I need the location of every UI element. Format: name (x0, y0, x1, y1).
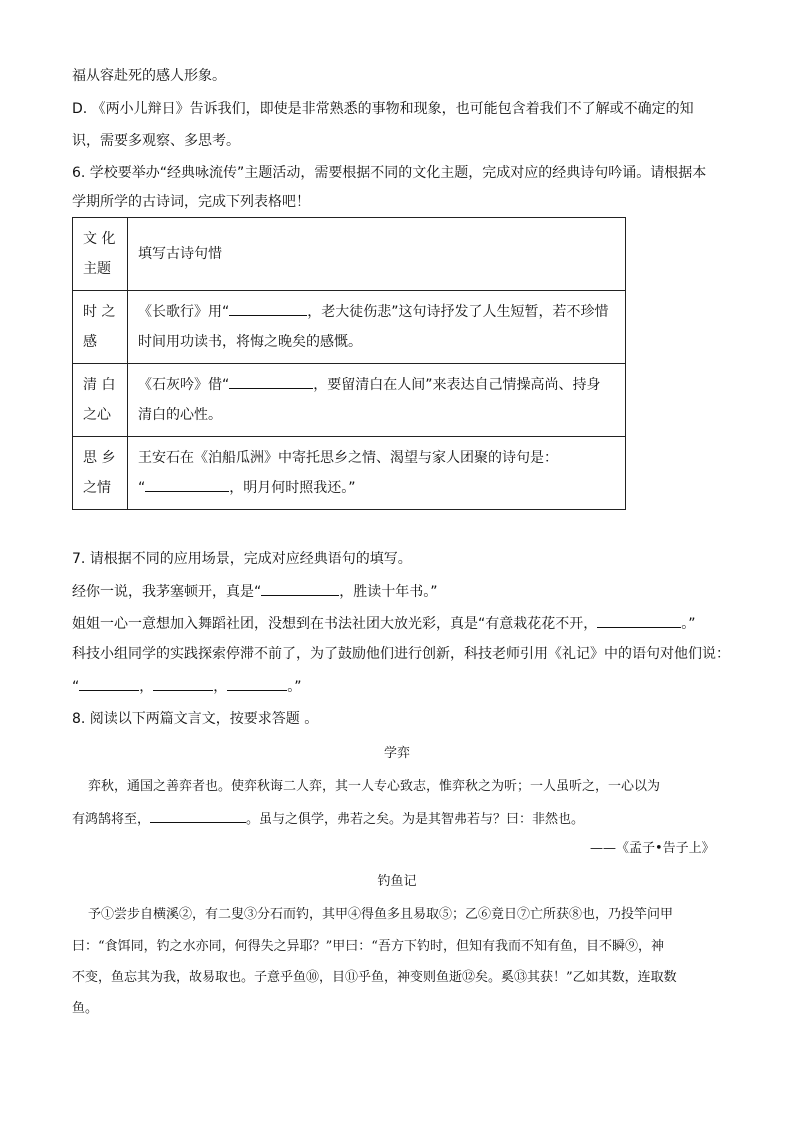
table-cell: 感 (83, 334, 97, 350)
table-cell: “ (138, 480, 146, 496)
table-row (73, 437, 626, 510)
table-cell: 之情 (83, 480, 111, 496)
passage-2-line: 鱼。 (72, 1001, 99, 1016)
answer-blank[interactable] (145, 477, 229, 492)
table-cell: ，要留清白在人间”来表达自己情操高尚、持身 (313, 377, 601, 393)
question-7-line: 经你一说，我茅塞顿开，真是“ ，胜读十年书。” (72, 581, 438, 602)
answer-blank[interactable] (227, 676, 287, 691)
table-cell: ，明月何时照我还。” (229, 480, 356, 496)
passage-1-title: 学弈 (383, 746, 410, 761)
passage-2-title: 钓鱼记 (377, 874, 417, 889)
question-7-title: 7. 请根据不同的应用场景，完成对应经典语句的填写。 (72, 551, 412, 567)
answer-blank[interactable] (153, 676, 213, 691)
text-line: 识，需要多观察、多思考。 (72, 133, 240, 149)
table-cell: ，老大徒伤悲”这句诗抒发了人生短暂，若不珍惜 (307, 304, 609, 320)
passage-2-line: 曰：“食饵同，钓之水亦同，何得失之异耶？”甲曰：“吾方下钓时，但知有我而不知有鱼，目不瞬⑨，神 (72, 939, 664, 954)
question-6-line: 6. 学校要举办“经典咏流传”主题活动，需要根据不同的文化主题，完成对应的经典诗句吟诵。请根据本 (72, 165, 707, 181)
answer-blank[interactable] (229, 374, 313, 389)
answer-blank[interactable] (150, 808, 246, 823)
passage-1-source: ——《孟子•告子上》 (590, 841, 715, 856)
question-6-line: 学期所学的古诗词，完成下列表格吧！ (72, 194, 310, 210)
table-cell: 《石灰吟》借“ (138, 377, 230, 393)
table-cell: 时 之 (83, 304, 116, 320)
table-cell: 清白的心性。 (138, 407, 222, 423)
table-header-row (73, 218, 626, 291)
table-cell: 填写古诗句惜 (138, 246, 222, 262)
answer-blank[interactable] (229, 301, 307, 316)
question-7-line: 科技小组同学的实践探索停滞不前了，为了鼓励他们进行创新，科技老师引用《礼记》中的语句对他们说： (72, 646, 730, 662)
answer-blank[interactable] (261, 581, 339, 596)
table-row (73, 291, 626, 364)
passage-1-line: 有鸿鹄将至， 。虽与之俱学，弗若之矣。为是其智弗若与？曰：非然也。 (72, 808, 584, 830)
text-line: 福从容赴死的感人形象。 (72, 68, 226, 84)
passage-2-line: 予①尝步自横溪②，有二叟③分石而钓，其甲④得鱼多且易取⑤；乙⑥竟日⑦亡所获⑧也，乃投竿问甲 (88, 907, 674, 922)
passage-1-line: 弈秋，通国之善弈者也。使弈秋诲二人弈，其一人专心致志，惟弈秋之为听；一人虽听之，一心以为 (88, 779, 661, 794)
question-7-line: 姐姐一心一意想加入舞蹈社团，没想到在书法社团大放光彩，真是“有意栽花花不开， 。” (72, 613, 696, 634)
passage-2-line: 不变，鱼忘其为我，故易取也。子意乎鱼⑩，目⑪乎鱼，神变则鱼逝⑫矣。奚⑬其获！”乙如其数，连取数 (72, 970, 677, 985)
table-cell: 王安石在《泊船瓜洲》中寄托思乡之情、渴望与家人团聚的诗句是： (138, 450, 558, 466)
table-row (73, 364, 626, 437)
table-cell: 时间用功读书，将悔之晚矣的感慨。 (138, 334, 362, 350)
question-8-title: 8. 阅读以下两篇文言文，按要求答题 。 (72, 711, 319, 727)
table-cell: 思 乡 (83, 450, 116, 466)
text-line: D. 《两小儿辩日》告诉我们，即使是非常熟悉的事物和现象，也可能包含着我们不了解或不确定的知 (72, 101, 694, 117)
table-cell: 文 化 (83, 231, 116, 247)
table-cell: 清 白 (83, 377, 116, 393)
table-cell: 《长歌行》用“ (138, 304, 230, 320)
answer-blank[interactable] (79, 676, 139, 691)
table-cell: 之心 (83, 407, 111, 423)
poetry-table (72, 217, 626, 510)
table-cell: 主题 (83, 261, 111, 277)
question-7-line: “ ， ， 。” (72, 676, 302, 697)
answer-blank[interactable] (597, 613, 681, 628)
